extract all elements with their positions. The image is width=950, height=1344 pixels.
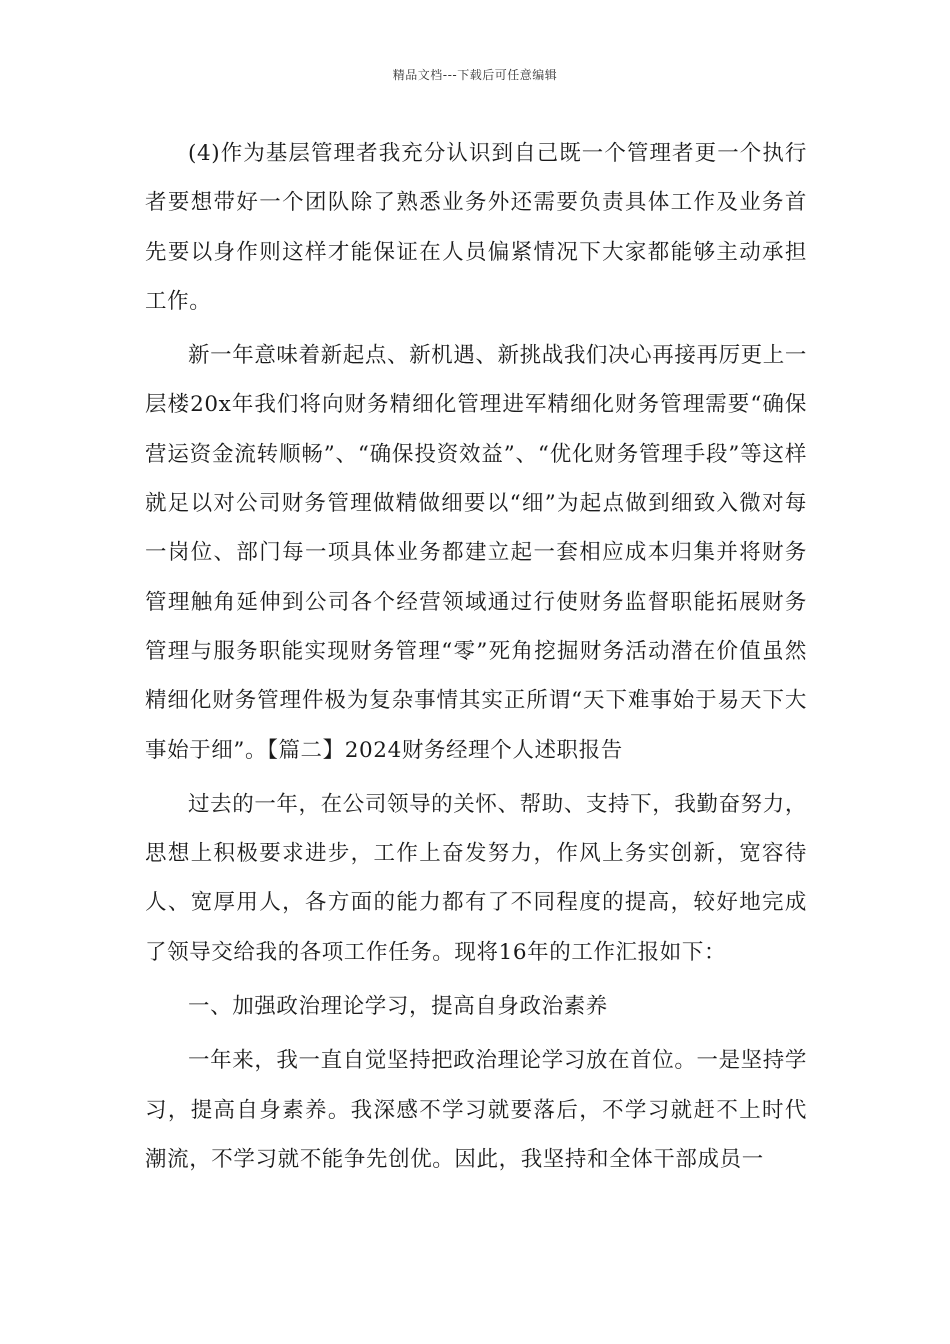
section-heading-political-study: 一、加强政治理论学习，提高自身政治素养 (188, 994, 608, 1020)
paragraph-self-role: (4)作为基层管理者我充分认识到自己既一个管理者更一个执行者要想带好一个团队除了熟悉业务外还需要负责具体工作及业务首先要以身作则这样才能保证在人员偏紧情况下大家都能够主动承担工作。 (145, 141, 807, 314)
paragraph-new-year-plan: 新一年意味着新起点、新机遇、新挑战我们决心再接再厉更上一层楼20x年我们将向财务精细化管理进军精细化财务管理需要“确保营运资金流转顺畅”、“确保投资效益”、“优化财务管理手段”等这样就足以对公司财务管理做精做细要以“细”为起点做到细致入微对每一岗位、部门每一项具体业务都建立起一套相应成本归集并将财务管理触角延伸到公司各个经营领域通过行使财务监督职能拓展财务管理与服务职能实现财务管理“零”死角挖掘财务活动潜在价值虽然精细化财务管理件极为复杂事情其实正所谓“天下难事始于易天下大事始于细”。【篇二】2024财务经理个人述职报告 (145, 343, 807, 763)
paragraph-political-study: 一年来，我一直自觉坚持把政治理论学习放在首位。一是坚持学习，提高自身素养。我深感不学习就要落后，不学习就赶不上时代潮流，不学习就不能争先创优。因此，我坚持和全体干部成员一 (145, 1048, 807, 1172)
paragraph-past-year-summary: 过去的一年，在公司领导的关怀、帮助、支持下，我勤奋努力，思想上积极要求进步，工作上奋发努力，作风上务实创新，宽容待人、宽厚用人，各方面的能力都有了不同程度的提高，较好地完成了领导交给我的各项工作任务。现将16年的工作汇报如下： (145, 791, 807, 965)
document-body (145, 129, 807, 1189)
page-header: 精品文档---下载后可任意编辑 (392, 68, 558, 82)
